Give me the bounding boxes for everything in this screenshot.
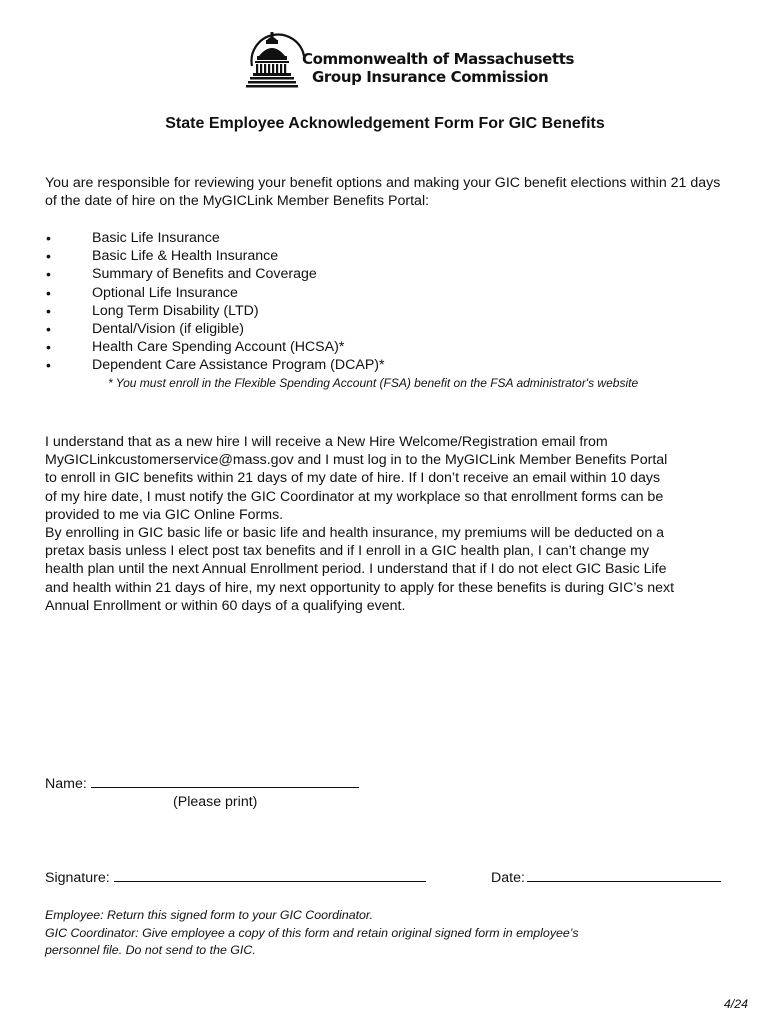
signature-input-line[interactable] <box>114 869 426 882</box>
date-field-row <box>491 869 721 886</box>
date-input-line[interactable] <box>527 869 721 882</box>
ack-line: pretax basis unless I elect post tax benefits and if I enroll in a GIC health plan, I can’t change my <box>45 543 650 560</box>
list-item: • Long Term Disability (LTD) <box>45 302 385 320</box>
org-subtitle: Group Insurance Commission <box>312 68 549 86</box>
name-label: Name: <box>45 776 87 792</box>
signature-label: Signature: <box>45 870 110 886</box>
ack-line: of my hire date, I must notify the GIC Coordinator at my workplace so that enrollment forms can be <box>45 488 664 505</box>
ack-line: provided to me via GIC Online Forms. <box>45 506 284 523</box>
ack-line: MyGICLinkcustomerservice@mass.gov and I must log in to the MyGICLink Member Benefits Portal <box>45 452 668 469</box>
employee-instruction: Employee: Return this signed form to your GIC Coordinator. <box>45 908 374 922</box>
list-item: • Basic Life Insurance <box>45 229 385 247</box>
org-name: Commonwealth of Massachusetts <box>302 50 575 68</box>
ack-line: health plan until the next Annual Enrollment period. I understand that if I do not elect GIC Basic Life <box>45 561 667 578</box>
gic-logo <box>246 26 575 90</box>
coordinator-instruction-cont: personnel file. Do not send to the GIC. <box>45 943 256 957</box>
signature-field-row <box>45 869 426 886</box>
name-field-row <box>45 775 359 792</box>
list-item: • Dental/Vision (if eligible) <box>45 320 385 338</box>
revision-date: 4/24 <box>723 997 748 1011</box>
ack-line: I understand that as a new hire I will receive a New Hire Welcome/Registration email from <box>45 434 608 450</box>
list-item: • Basic Life & Health Insurance <box>45 247 385 265</box>
please-print-hint: (Please print) <box>173 794 258 810</box>
name-input-line[interactable] <box>91 775 359 788</box>
state-house-dome-icon <box>246 26 310 90</box>
ack-line: to enroll in GIC benefits within 21 days of my date of hire. If I don’t receive an email within 10 days <box>45 470 661 487</box>
list-item: • Health Care Spending Account (HCSA)* <box>45 338 385 356</box>
benefits-list <box>45 229 385 375</box>
ack-line: and health within 21 days of hire, my next opportunity to apply for these benefits is during GIC’s next <box>45 579 675 596</box>
ack-line: By enrolling in GIC basic life or basic life and health insurance, my premiums will be deducted on a <box>45 525 665 542</box>
date-label: Date: <box>491 870 525 886</box>
return-instructions <box>45 907 705 960</box>
list-item: • Summary of Benefits and Coverage <box>45 265 385 283</box>
page-title: State Employee Acknowledgement Form For GIC Benefits <box>165 115 605 132</box>
fsa-footnote: * You must enroll in the Flexible Spending Account (FSA) benefit on the FSA administrator's website <box>108 376 639 390</box>
intro-paragraph: You are responsible for reviewing your benefit options and making your GIC benefit elections within 21 days of the date of hire on the MyGICLink Member Benefits Portal: <box>45 175 721 210</box>
list-item: • Optional Life Insurance <box>45 284 385 302</box>
acknowledgement-paragraph <box>45 433 725 615</box>
list-item: • Dependent Care Assistance Program (DCAP)* <box>45 356 385 374</box>
coordinator-instruction: GIC Coordinator: Give employee a copy of this form and retain original signed form in employee’s <box>45 925 579 940</box>
ack-line: Annual Enrollment or within 60 days of a qualifying event. <box>45 597 406 614</box>
